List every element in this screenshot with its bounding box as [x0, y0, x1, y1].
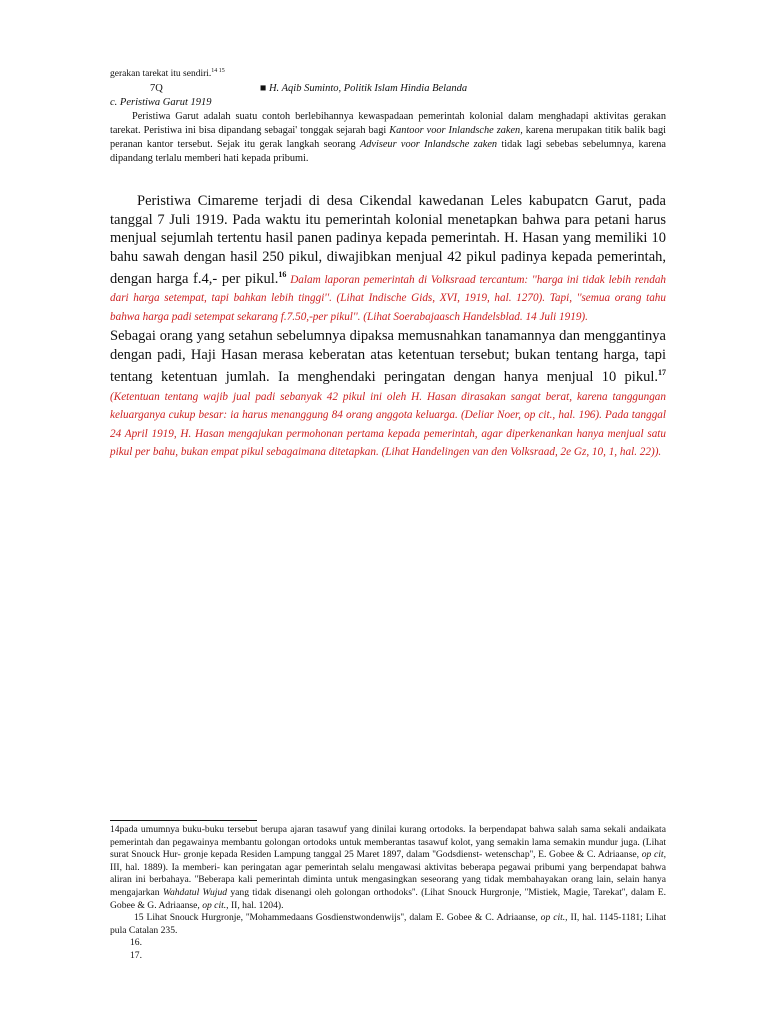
footnote-separator	[110, 820, 257, 821]
carryover-text: gerakan tarekat itu sendiri.	[110, 69, 212, 80]
footnote-17: 17.	[130, 949, 142, 961]
fn14-text-c: yang tidak disenangi oleh golongan orthodoks''. (Lihat Snouck Hurgronje, ''Mistiek, Magie, Tarekat'', dalam E. Gobee & G. Adriaanse,	[110, 886, 666, 911]
footnote-15	[110, 912, 666, 937]
fn14-text-b: III, hal. 1889). Ia memberi- kan peringatan agar pemerintah selalu mengawasi aktivitas beberapa pegawai pribumi yang berpendapat bahwa aliran ini berbahaya. ''Beberapa kali pemerintah diminta untuk mengasingkan seseorang yang tidak membahayakan orang lain, selain hanya mengajarkan	[110, 861, 666, 898]
main-text	[110, 192, 666, 461]
footnote-ref-16: 16	[278, 270, 287, 279]
footnote-14	[110, 824, 666, 912]
fn14-italic-3: op cit.,	[202, 899, 229, 911]
intro-text-2: karena merupakan titik balik bagi peranan kantor tersebut. Sejak itu gerak langkah seorang	[110, 125, 666, 150]
paragraph-2-text: Sebagai orang yang setahun sebelumnya dipaksa memusnahkan tanamannya dan menggantinya dengan padi, Haji Hasan merasa keberatan atas ketentuan tersebut; bukan tentang harga, tapi tentang ketentuan jumlah. Ia menghendaki peringatan dengan hanya menjual 10 pikul.	[110, 328, 666, 386]
intro-text-3: tidak lagi sebebas sebelumnya, karena dipandang terlalu memberi hati kepada pribumi.	[110, 139, 666, 164]
section-title-text: c. Peristiwa Garut 1919	[110, 97, 212, 108]
fn14-italic-2: Wahdatul Wujud	[162, 886, 228, 898]
footnote-ref-14-15: 14 15	[211, 68, 225, 74]
fn14-text-d: II, hal. 1204).	[228, 899, 284, 911]
page-marker: 7Q	[150, 83, 163, 94]
fn15-text-b: II, hal. 1145-1181; Lihat pula Catalan 235.	[110, 912, 666, 936]
paragraph-haji-hasan	[110, 327, 666, 460]
fn14-italic-1: op cit,	[641, 849, 666, 861]
source-text: H. Aqib Suminto, Politik Islam Hindia Belanda	[268, 83, 468, 94]
intro-italic-2: Adviseur voor Inlandsche zaken	[359, 139, 498, 150]
bullet-icon: ■	[260, 83, 267, 94]
inline-note-16: Dalam laporan pemerintah di Volksraad tercantum: ''harga ini tidak lebih rendah dari harga setempat, tapi bahkan lebih tinggi''. (Lihat Indische Gids, XVI, 1919, hal. 1270). Tapi, ''semua orang tahu bahwa harga padi setempat sekarang f.7.50,-per pikul''. (Lihat Soerabajaasch Handelsblad. 14 Juli 1919).	[110, 273, 667, 323]
section-title	[110, 97, 666, 108]
footnote-16: 16.	[130, 937, 142, 949]
source-citation	[260, 83, 467, 94]
footnotes	[110, 824, 666, 963]
fn14-text-a: 14pada umumnya buku-buku tersebut berupa ajaran tasawuf yang dinilai kurang ortodoks. Ia berpendapat bahwa salah sama sekali andaikata pemerintah dan pegawainya membantu golongan ortodoks untuk memberantas tasawuf kolot, yang semakin lama semakin mundur juga. (Lihat surat Snouck Hur- gronje kepada Residen Lampung tanggal 25 Maret 1897, dalam ''Godsdienst- wetenschap'', E. Gobee & C. Adriaanse,	[110, 824, 666, 861]
intro-paragraph	[110, 110, 666, 166]
previous-section-tail	[110, 68, 666, 79]
paragraph-cimareme	[110, 192, 666, 325]
intro-italic-1: Kantoor voor Inlandsche zaken,	[389, 125, 523, 136]
fn15-italic: op cit.,	[540, 912, 568, 924]
inline-note-17: (Ketentuan tentang wajib jual padi sebanyak 42 pikul ini oleh H. Hasan dirasakan sangat berat, karena tanggungan keluarganya cukup besar: ia harus menanggung 84 orang anggota keluarga. (Deliar Noer, op cit., hal. 196). Pada tanggal 24 April 1919, H. Hasan mengajukan permohonan pertama kepada pemerintah, agar diperkenankan hanya menjual satu pikul per bahu, bukan empat pikul sebagaimana ditetapkan. (Lihat Handelingen van den Volksraad, 2e Gz, 10, 1, hal. 22)).	[110, 390, 666, 459]
intro-text-1: Peristiwa Garut adalah suatu contoh berlebihannya kewaspadaan pemerintah kolonial dalam menghadapi aktivitas gerakan tarekat. Peristiwa ini bisa dipandang sebagai' tonggak sejarah bagi	[110, 111, 666, 136]
fn15-text-a: 15 Lihat Snouck Hurgronje, ''Mohammedaans Gosdienstwondenwijs'', dalam E. Gobee & C. Adriaanse,	[134, 912, 541, 924]
footnote-ref-17: 17	[658, 368, 666, 378]
paragraph-1-text: Peristiwa Cimareme terjadi di desa Cikendal kawedanan Leles kabupatcn Garut, pada tanggal 7 Juli 1919. Pada waktu itu pemerintah kolonial menetapkan bahwa para petani harus menjual sejumlah tertentu hasil panen padinya kepada pemerintah. H. Hasan yang memiliki 10 bahu sawah dengan hasil 250 pikul, diwajibkan menjual 42 pikul padinya kepada pemerintah, dengan harga f.4,- per pikul.	[110, 193, 666, 287]
